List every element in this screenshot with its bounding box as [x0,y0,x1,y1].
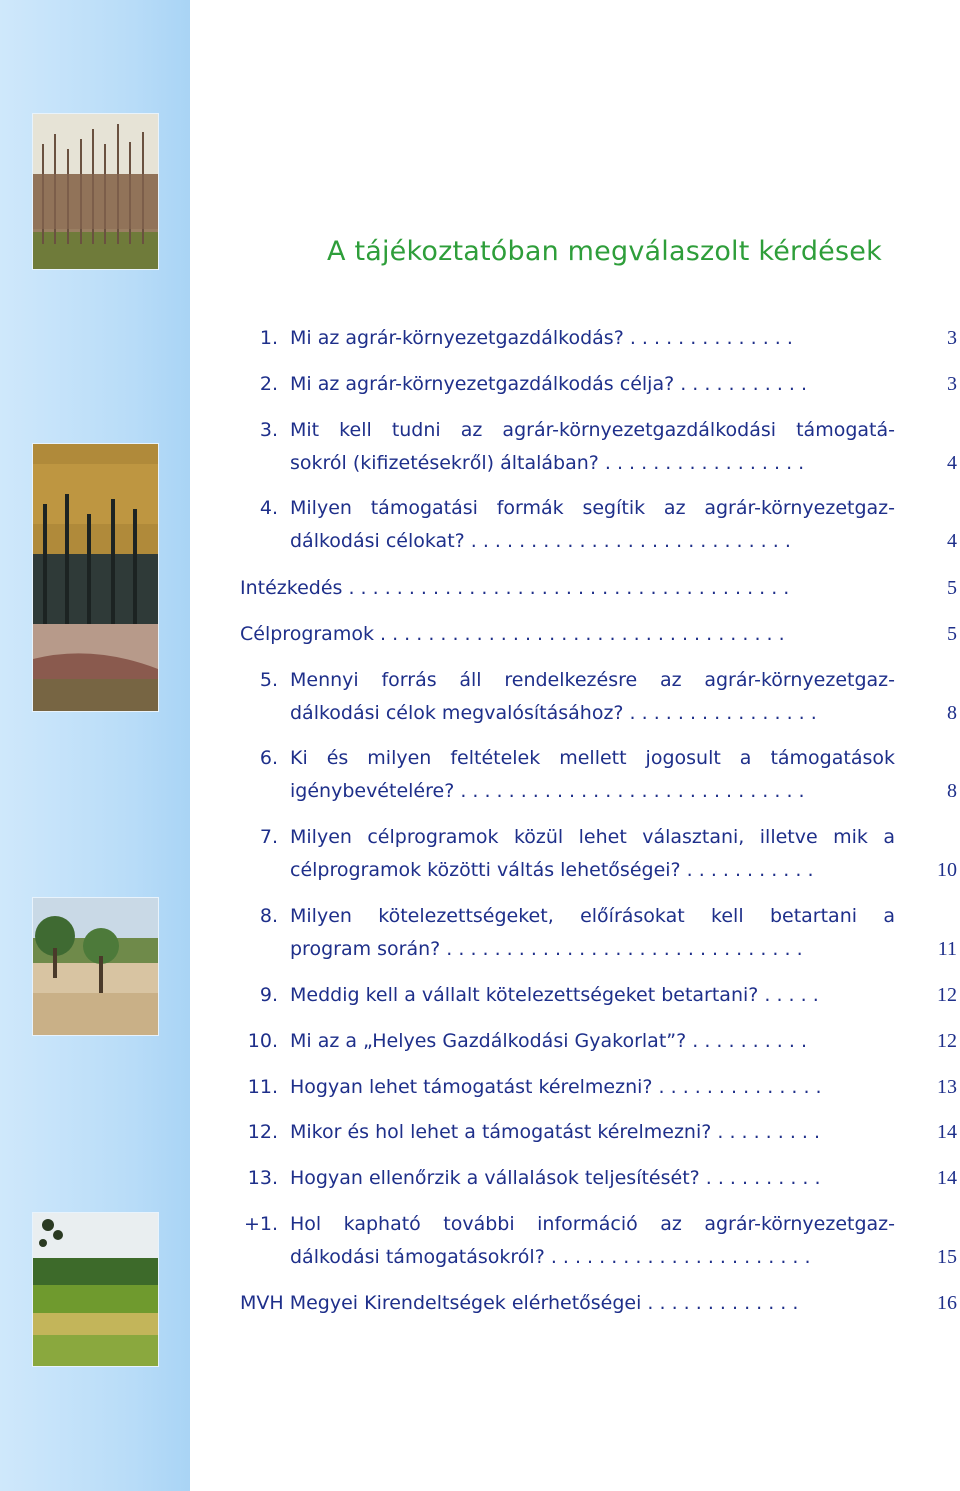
page-number: 4 [947,530,957,552]
entry-text: Hogyan ellenőrzik a vállalások teljesítését? . . . . . . . . . . [290,1167,821,1189]
entry-number: 3. [259,419,278,441]
entry-text: Meddig kell a vállalt kötelezettségeket betartani? . . . . . [290,984,819,1006]
entry-text: Hogyan lehet támogatást kérelmezni? . . . . . . . . . . . . . . [290,1076,822,1098]
page-number: 3 [947,327,957,349]
entry-text-line-2: dálkodási támogatásokról? . . . . . . . . . . . . . . . . . . . . . . [290,1246,811,1268]
page-number: 10 [937,859,957,881]
entry-text: Mi az a „Helyes Gazdálkodási Gyakorlat”? . . . . . . . . . . [290,1030,807,1052]
page-number: 14 [937,1121,957,1143]
entry-number: 8. [259,905,278,927]
page-number: 13 [937,1076,957,1098]
page-number: 15 [937,1246,957,1268]
entry-text: Mi az agrár-környezetgazdálkodás? . . . . . . . . . . . . . . [290,327,793,349]
page-number: 12 [937,1030,957,1052]
entry-text-line-1: Milyen célprogramok közül lehet választani, illetve mik a [290,826,895,848]
entry-text: Mi az agrár-környezetgazdálkodás célja? . . . . . . . . . . . [290,373,808,395]
entry-text-line-2: program során? . . . . . . . . . . . . . . . . . . . . . . . . . . . . . . [290,938,803,960]
entry-number: 13. [247,1167,278,1189]
entry-number: 11. [247,1076,278,1098]
entry-number: 6. [259,747,278,769]
page-title: A tájékoztatóban megválaszolt kérdések [327,236,882,267]
entry-text: MVH Megyei Kirendeltségek elérhetőségei . . . . . . . . . . . . . [240,1292,799,1314]
page-number: 14 [937,1167,957,1189]
entry-text-line-1: Mennyi forrás áll rendelkezésre az agrár-környezetgaz- [290,669,895,691]
entry-text-line-2: célprogramok közötti váltás lehetőségei? . . . . . . . . . . . [290,859,814,881]
entry-number: 9. [259,984,278,1006]
entry-number: 5. [259,669,278,691]
entry-text-line-2: dálkodási célok megvalósításához? . . . . . . . . . . . . . . . . [290,702,817,724]
entry-number: +1. [243,1213,278,1235]
entry-number: 10. [247,1030,278,1052]
entry-text: Célprogramok . . . . . . . . . . . . . . . . . . . . . . . . . . . . . . . . . . [240,623,785,645]
entry-text-line-1: Hol kapható további információ az agrár-környezetgaz- [290,1213,895,1235]
entry-text-line-2: sokról (kifizetésekről) általában? . . . . . . . . . . . . . . . . . [290,452,805,474]
entry-text-line-1: Mit kell tudni az agrár-környezetgazdálkodási támogatá- [290,419,895,441]
page-number: 3 [947,373,957,395]
entry-number: 1. [259,327,278,349]
entry-text-line-1: Ki és milyen feltételek mellett jogosult a támogatások [290,747,895,769]
page-number: 4 [947,452,957,474]
page-number: 11 [937,938,957,960]
entry-number: 12. [247,1121,278,1143]
page-number: 8 [947,780,957,802]
entry-text: Mikor és hol lehet a támogatást kérelmezni? . . . . . . . . . [290,1121,821,1143]
entry-number: 4. [259,497,278,519]
page-number: 12 [937,984,957,1006]
entry-text: Intézkedés . . . . . . . . . . . . . . . . . . . . . . . . . . . . . . . . . . . . . [240,577,790,599]
entry-text-line-2: igénybevételére? . . . . . . . . . . . . . . . . . . . . . . . . . . . . . [290,780,805,802]
entry-text-line-1: Milyen támogatási formák segítik az agrár-környezetgaz- [290,497,895,519]
page-number: 5 [947,577,957,599]
page-number: 8 [947,702,957,724]
entry-text-line-2: dálkodási célokat? . . . . . . . . . . . . . . . . . . . . . . . . . . . [290,530,791,552]
page-number: 16 [937,1292,957,1314]
page-number: 5 [947,623,957,645]
entry-number: 2. [259,373,278,395]
entry-number: 7. [259,826,278,848]
entry-text-line-1: Milyen kötelezettségeket, előírásokat kell betartani a [290,905,895,927]
